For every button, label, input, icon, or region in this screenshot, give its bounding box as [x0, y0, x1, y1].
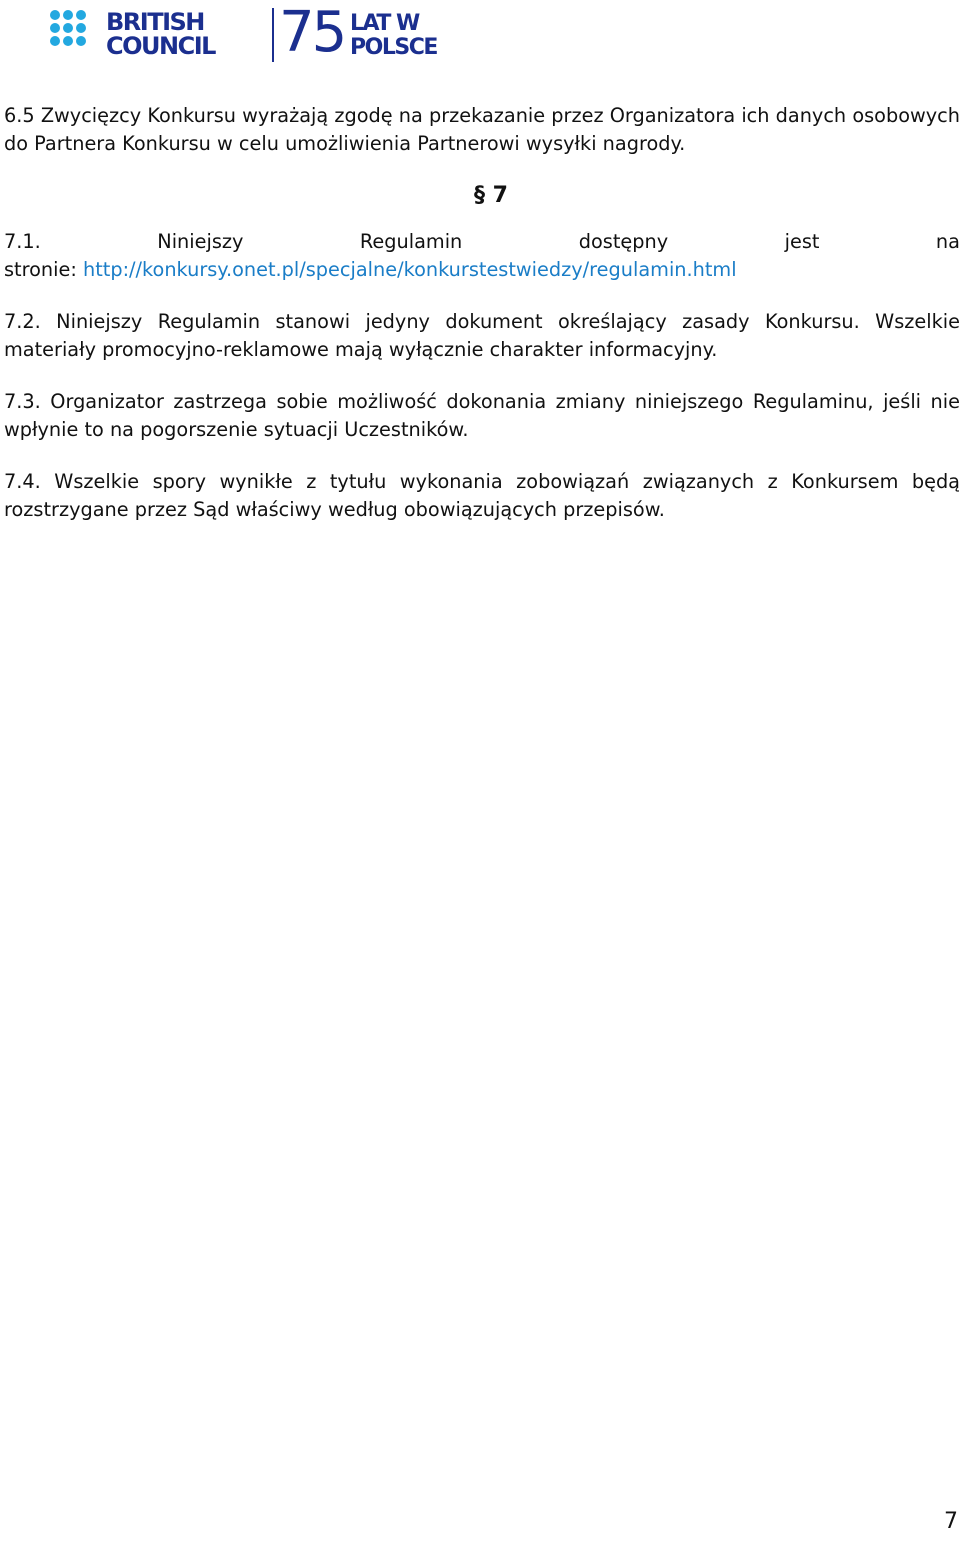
paragraph-7-2: 7.2. Niniejszy Regulamin stanowi jedyny dokument określający zasady Konkursu. Wszelkie materiały promocyjno-reklamowe mają wyłącznie charakter informacyjny.: [4, 310, 960, 361]
p7-1-word: dostępny: [578, 230, 669, 253]
logo-org-line1: BRITISH: [106, 8, 204, 36]
document-body: [4, 102, 960, 524]
page-number: 7: [944, 1509, 958, 1534]
regulamin-link[interactable]: http://konkursy.onet.pl/specjalne/konkurstestwiedzy/regulamin.html: [82, 258, 737, 281]
british-council-logo: [50, 0, 437, 65]
logo-divider: [272, 8, 274, 62]
logo-org-line2: COUNCIL: [106, 32, 215, 60]
logo-tag-line2: POLSCE: [350, 35, 437, 60]
p7-1-word: 7.1.: [4, 230, 41, 253]
paragraph-7-1-line2: [4, 256, 960, 284]
p7-1-word: jest: [784, 230, 820, 253]
paragraph-7-3: 7.3. Organizator zastrzega sobie możliwość dokonania zmiany niniejszego Regulaminu, jeśli nie wpłynie to na pogorszenie sytuacji Uczestników.: [4, 390, 960, 441]
p7-1-word: Regulamin: [359, 230, 463, 253]
paragraph-7-4: 7.4. Wszelkie spory wynikłe z tytułu wykonania zobowiązań związanych z Konkursem będą rozstrzygane przez Sąd właściwy według obowiązujących przepisów.: [4, 470, 960, 521]
logo-org-name: [106, 10, 215, 58]
logo-tag-line1: LAT W: [350, 11, 419, 36]
p7-1-prefix: stronie:: [4, 258, 83, 281]
paragraph-6-5: 6.5 Zwycięzcy Konkursu wyrażają zgodę na przekazanie przez Organizatora ich danych osobowych do Partnera Konkursu w celu umożliwienia Partnerowi wysyłki nagrody.: [4, 104, 960, 155]
p7-1-word: na: [935, 230, 960, 253]
logo-anniversary-number: 75: [279, 0, 345, 65]
paragraph-7-1-line1: [4, 228, 960, 256]
paragraph-7-1: [4, 228, 960, 284]
logo-tagline: [350, 12, 437, 60]
logo-dots-icon: [50, 10, 100, 60]
section-heading: § 7: [474, 183, 508, 208]
p7-1-word: Niniejszy: [157, 230, 244, 253]
